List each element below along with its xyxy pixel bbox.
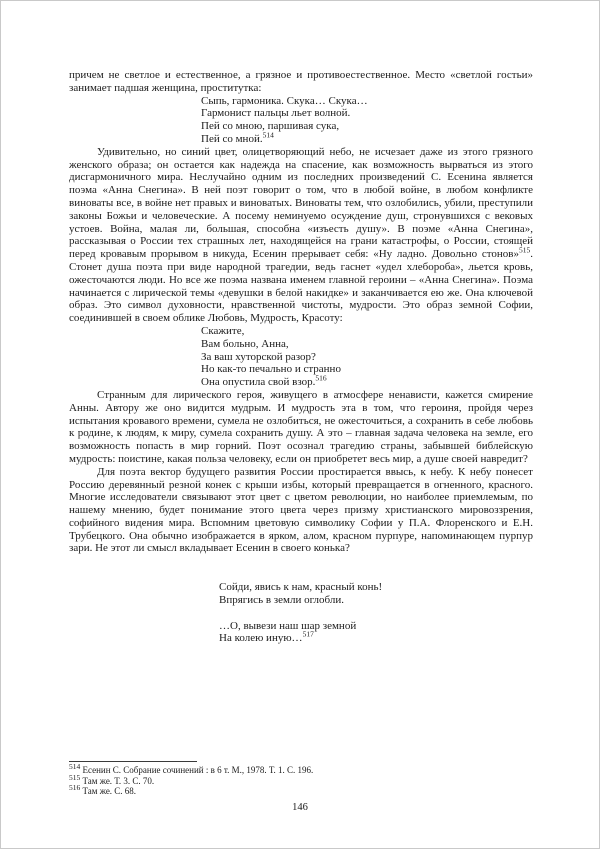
- footnotes-list: [69, 762, 533, 797]
- footnote-marker: 516: [69, 783, 81, 793]
- footnote-area: [69, 761, 533, 797]
- footnote: $^{515}$ Там же. Т. 3. С. 70.: [69, 772, 155, 786]
- paragraph: Странным для лирического героя, живущего в атмосфере ненависти, кажется смирение Анны. Автору же оно видится мудрым. И мудрость эта в том, что героиня, пройдя через испытания кровавого времени, сумела не озлобиться, не ожесточиться, а сохранить в себе любовь к родине, к людям, к миру, сумела сохранить душу. А это – главная задача человека на земле, его возможность попасть в мир горний. Поэт осознал трагедию страны, забывшей библейскую мудрость: поистине, какая польза человеку, если он приобретет весь мир, а душе своей навредит?: [69, 388, 533, 465]
- verse-line: Сойди, явись к нам, красный конь!: [219, 581, 383, 594]
- page-body-text: [69, 69, 533, 645]
- verse-line: Она опустила свой взор.$^{516}$: [201, 373, 327, 389]
- footnote-separator-rule: [69, 761, 197, 762]
- verse-line: [219, 607, 533, 620]
- verse-line: Сыпь, гармоника. Скука… Скука…: [201, 94, 368, 107]
- verse-line: Пей со мной.$^{514}$: [201, 130, 274, 145]
- verse-line: Скажите,: [201, 324, 245, 337]
- footnote-reference: 514: [262, 130, 274, 140]
- footnote-reference: 515: [519, 245, 531, 255]
- verse-block: [201, 95, 533, 146]
- verse-line: Вам больно, Анна,: [201, 337, 289, 350]
- verse-block: [201, 325, 533, 389]
- verse-line: За ваш хуторской разор?: [201, 350, 316, 363]
- footnote-marker: 515: [69, 772, 81, 782]
- verse-line: Но как-то печально и странно: [201, 363, 341, 376]
- paragraph: Для поэта вектор будущего развития России простирается ввысь, к небу. К небу понесет Россию деревянный резной конек с крыши избы, который превращается в огненного, красного. Многие исследователи связывают этот цвет с цветом революции, но наиболее приемлемым, по нашему мнению, будет понимание этого цвета через призму христианского мировоззрения, софийного видения мира. Вспомним цветовую символику Софии у П.А. Флоренского и Е.Н. Трубецкого. Она обычно изображается в ярком, алом, красном пурпуре, напоминающем пурпур зари. Не этот ли смысл вкладывает Есенин в своего конька?: [69, 465, 533, 555]
- paragraph: Удивительно, но синий цвет, олицетворяющий небо, не исчезает даже из этого грязного женского образа; он остается как надежда на спасение, как возможность вырваться из этого дисгармоничного мира. Неслучайно одним из последних произведений С. Есенина является поэма «Анна Снегина». В ней поэт говорит о том, что в любой войне, в любом конфликте виноваты все, в войне нет правых и виноватых. Виноваты тем, что озлобились, убили, преступили законы Божьи и человеческие. А посему неминуемо осуждение душ, стронувшихся с вековых устоев. Война, малая ли, большая, способна «изъесть душу». В поэме «Анна Снегина», рассказывая о России тех страшных лет, находящейся на грани катастрофы, о России, стоящей перед кровавым прорывом в никуда, Есенин прерывает себя: «Ну ладно. Довольно стонов»$^{515}$. Стонет душа поэта при виде народной трагедии, ведь гаснет «удел хлебороба», льется кровь, ожесточаются люди. Но все же поэма названа именем главной героини – «Анна Снегина». Поэма начинается с лирической темы «девушки в белой накидке» и заканчивается ею же. Она ключевой образ. Это символ духовности, нравственной чистоты, мудрости. Это образ земной Софии, соединившей в своем облике Любовь, Мудрость, Красоту:: [69, 145, 533, 325]
- verse-block: [219, 581, 533, 645]
- page-number: 146: [292, 802, 308, 813]
- footnote-marker: 514: [69, 762, 81, 771]
- footnote-reference: 516: [315, 373, 327, 383]
- footnote: $^{516}$ Там же. С. 68.: [69, 783, 137, 797]
- paragraph: причем не светлое и естественное, а грязное и противоестественное. Место «светлой гостьи» занимает падшая женщина, проститутка:: [69, 69, 533, 94]
- verse-line: На колею иную…$^{517}$: [219, 629, 314, 645]
- verse-line: Гармонист пальцы льет волной.: [201, 107, 351, 120]
- footnote: $^{514}$ Есенин С. Собрание сочинений : в 6 т. М., 1978. Т. 1. С. 196.: [69, 762, 314, 775]
- verse-line: Впрягись в земли оглобли.: [219, 594, 344, 607]
- verse-line: Пей со мною, паршивая сука,: [201, 120, 340, 133]
- verse-line: …О, вывези наш шар земной: [219, 619, 357, 632]
- footnote-reference: 517: [302, 629, 314, 639]
